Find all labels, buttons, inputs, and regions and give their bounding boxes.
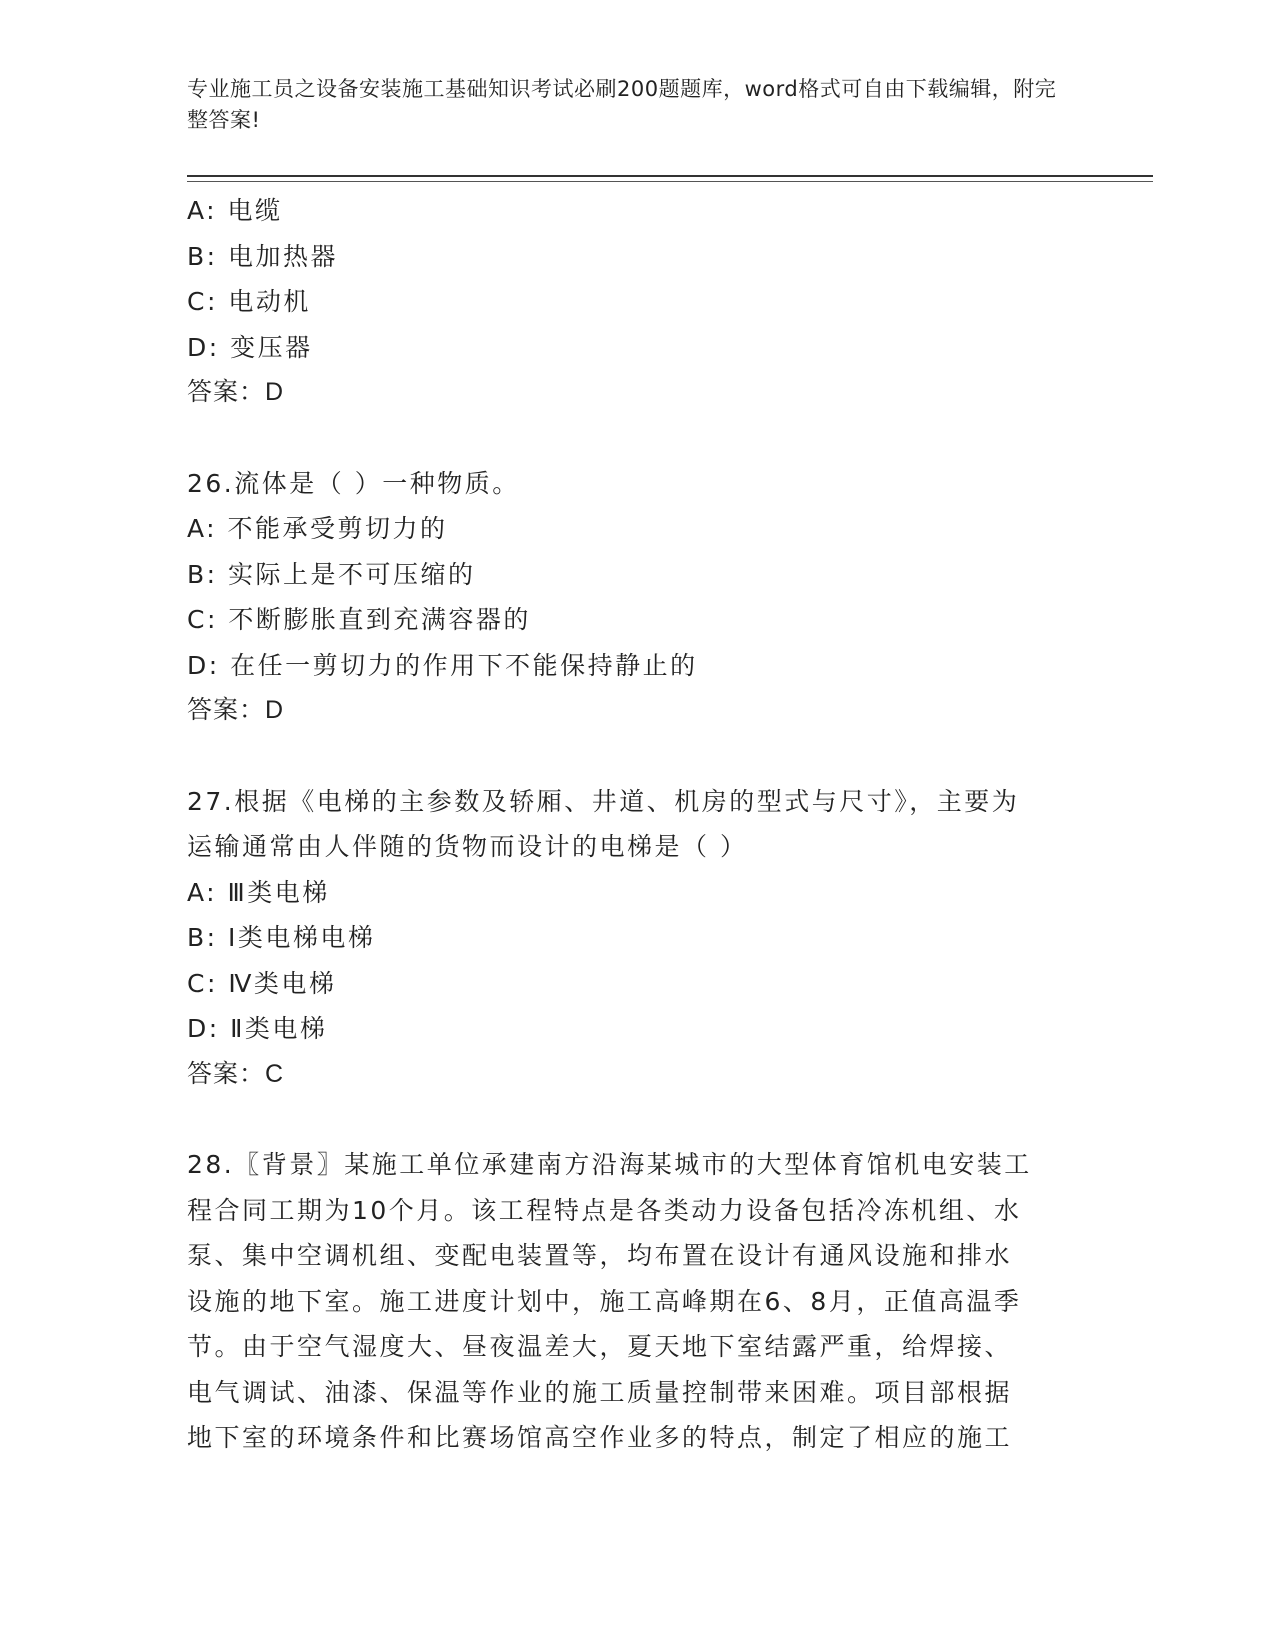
answer: 答案：C — [187, 1059, 285, 1088]
option-c: C: 电动机 — [187, 287, 311, 316]
option-a: A: Ⅲ类电梯 — [187, 877, 330, 907]
option-a: A: 不能承受剪切力的 — [187, 514, 448, 543]
option-a: A: 电缆 — [187, 196, 283, 225]
option-c: C: Ⅳ类电梯 — [187, 968, 337, 998]
header-divider-thin — [187, 181, 1153, 182]
option-d: D: 在任一剪切力的作用下不能保持静止的 — [187, 650, 698, 680]
option-b: B: 电加热器 — [187, 241, 339, 271]
paragraph-line: 泵、集中空调机组、变配电装置等，均布置在设计有通风设施和排水 — [187, 1241, 1013, 1270]
spacer — [187, 416, 1087, 461]
option-b: B: 实际上是不可压缩的 — [187, 559, 476, 589]
paragraph-line: 28.〖背景〗某施工单位承建南方沿海某城市的大型体育馆机电安装工 — [187, 1150, 1032, 1179]
header-divider-thick — [187, 175, 1153, 177]
paragraph-line: 地下室的环境条件和比赛场馆高空作业多的特点，制定了相应的施工 — [187, 1423, 1013, 1452]
option-d: D: Ⅱ类电梯 — [187, 1014, 328, 1043]
question-27 — [187, 779, 1087, 1098]
question-28 — [187, 1142, 1087, 1461]
paragraph-line: 电气调试、油漆、保温等作业的施工质量控制带来困难。项目部根据 — [187, 1377, 1013, 1407]
paragraph-line: 设施的地下室。施工进度计划中，施工高峰期在6、8月，正值高温季 — [187, 1286, 1022, 1316]
answer: 答案：D — [187, 696, 285, 724]
question-25 — [187, 188, 1087, 416]
option-c: C: 不断膨胀直到充满容器的 — [187, 605, 531, 634]
question-26 — [187, 461, 1087, 734]
spacer — [187, 1097, 1087, 1142]
document-body — [187, 188, 1087, 1461]
document-header: 专业施工员之设备安装施工基础知识考试必刷200题题库，word格式可自由下载编辑，附完整答案! — [187, 77, 1057, 132]
question-text-line-1: 27.根据《电梯的主参数及轿厢、井道、机房的型式与尺寸》，主要为 — [187, 786, 1020, 816]
option-d: D: 变压器 — [187, 332, 313, 362]
paragraph-line: 程合同工期为10个月。该工程特点是各类动力设备包括冷冻机组、水 — [187, 1195, 1022, 1225]
option-b: B: Ⅰ类电梯电梯 — [187, 923, 376, 952]
answer: 答案：D — [187, 378, 285, 406]
spacer — [187, 734, 1087, 779]
question-text: 26.流体是（ ）一种物质。 — [187, 468, 520, 498]
paragraph-line: 节。由于空气湿度大、昼夜温差大，夏天地下室结露严重，给焊接、 — [187, 1332, 1013, 1361]
question-text-line-2: 运输通常由人伴随的货物而设计的电梯是（ ） — [187, 832, 748, 861]
